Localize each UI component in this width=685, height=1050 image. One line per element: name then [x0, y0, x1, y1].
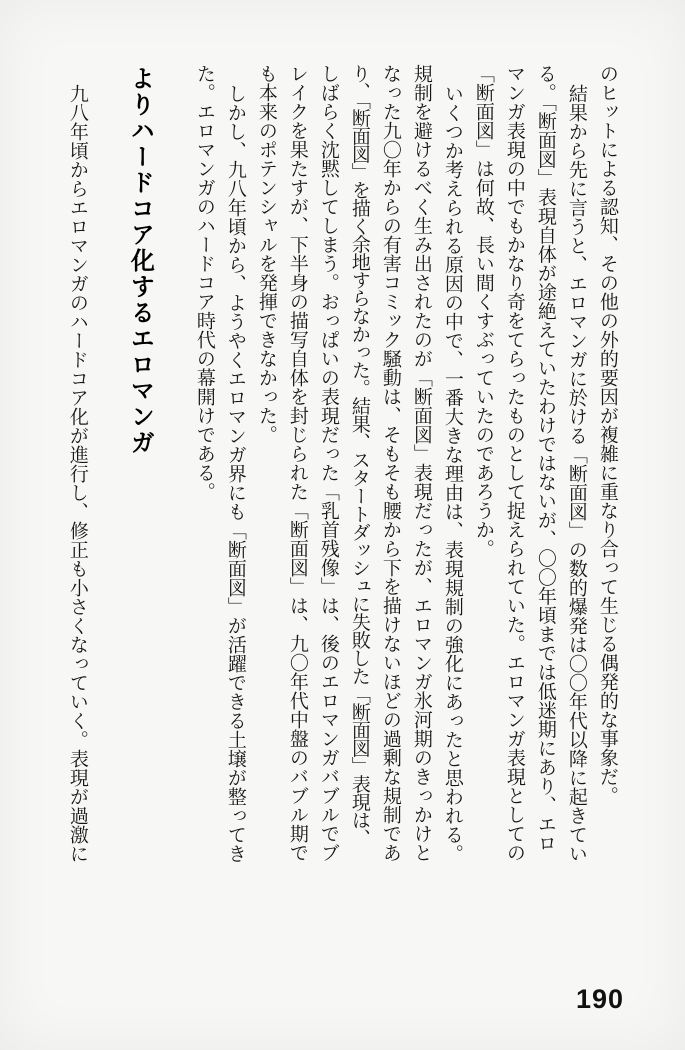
text-column: 「断面図」は何故、長い間くすぶっていたのであろうか。: [472, 64, 494, 558]
text-column: 結果から先に言うと、エロマンガに於ける「断面図」の数的爆発は〇〇年代以降に起きてい: [565, 84, 587, 863]
text-column: り、「断面図」を描く余地すらなかった。結果、スタートダッシュに失敗した「断面図」表現は、: [348, 64, 370, 847]
text-column: る。「断面図」表現自体が途絶えていたわけではないが、〇〇年頃までは低迷期にあり、エロ: [534, 64, 556, 853]
section-heading: よりハードコア化するエロマンガ: [126, 66, 154, 456]
text-column: も本来のポテンシャルを発揮できなかった。: [255, 64, 277, 444]
page-number: 190: [576, 984, 625, 1014]
text-column: マンガ表現の中でもかなり奇をてらったものとして捉えられていた。エロマンガ表現としての: [503, 64, 525, 862]
text-column: のヒットによる認知、その他の外的要因が複雑に重なり合って生じる偶発的な事象だ。: [596, 64, 618, 805]
text-column: なった九〇年からの有害コミック騒動は、そもそも腰から下を描けないほどの過剰な規制であ: [379, 64, 401, 862]
text-column: 規制を避けるべく生み出されたのが「断面図」表現だったが、エロマンガ氷河期のきっかけと: [410, 64, 432, 862]
text-column: しばらく沈黙してしまう。おっぱいの表現だった「乳首残像」は、後のエロマンガバブルでブ: [317, 64, 339, 862]
text-column: た。エロマンガのハードコア時代の幕開けである。: [193, 64, 215, 501]
text-column: レイクを果たすが、下半身の描写自体を封じられた「断面図」は、九〇年代中盤のバブル期で: [286, 64, 308, 862]
text-column: しかし、九八年頃から、ようやくエロマンガ界にも「断面図」が活躍できる土壌が整ってき: [224, 84, 246, 863]
text-column: いくつか考えられる原因の中で、一番大きな理由は、表現規制の強化にあったと思われる。: [441, 84, 463, 863]
text-column: 九八年頃からエロマンガのハードコア化が進行し、修正も小さくなっていく。表現が過激に: [66, 84, 88, 863]
